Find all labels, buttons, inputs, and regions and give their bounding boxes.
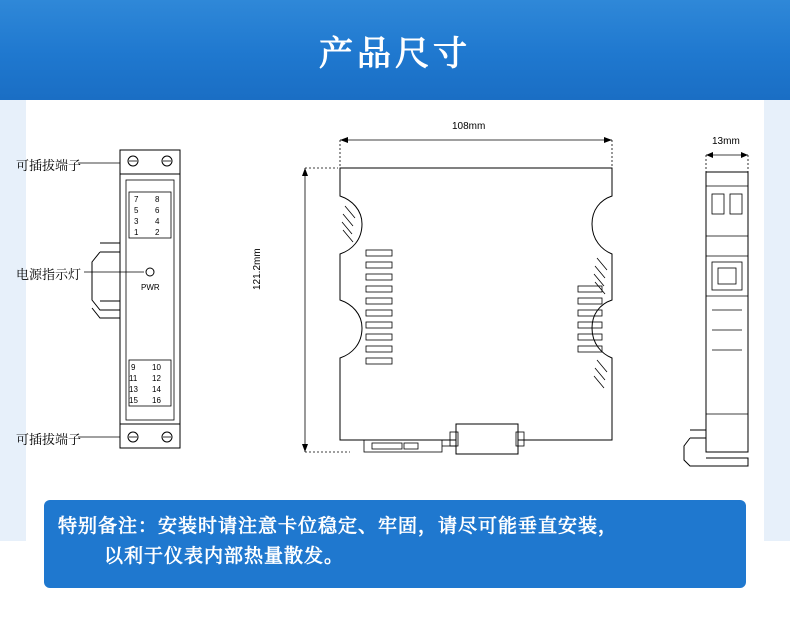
svg-text:14: 14 [152, 385, 161, 394]
right-device-view [684, 152, 748, 466]
svg-text:2: 2 [155, 228, 160, 237]
dimension-width-front: 108mm [452, 121, 486, 132]
svg-text:3: 3 [134, 217, 139, 226]
dimension-height-front: 121.2mm [252, 248, 263, 290]
dimension-depth-side: 13mm [712, 136, 740, 147]
svg-text:1: 1 [134, 228, 139, 237]
svg-text:5: 5 [134, 206, 139, 215]
label-bottom-terminal: 可插拔端子 [16, 432, 82, 447]
note-text [58, 512, 734, 572]
svg-text:6: 6 [155, 206, 160, 215]
left-device-view [78, 150, 180, 448]
svg-text:9: 9 [131, 363, 136, 372]
svg-text:13: 13 [129, 385, 138, 394]
svg-text:15: 15 [129, 396, 138, 405]
center-device-view [302, 137, 612, 454]
label-top-terminal: 可插拔端子 [16, 158, 82, 173]
svg-text:11: 11 [129, 374, 138, 383]
svg-text:PWR: PWR [141, 283, 160, 292]
note-line-1: 特别备注：安装时请注意卡位稳定、牢固，请尽可能垂直安装， [58, 516, 619, 537]
svg-text:7: 7 [134, 195, 139, 204]
svg-text:4: 4 [155, 217, 160, 226]
page-title: 产品尺寸 [319, 35, 471, 73]
note-box [44, 500, 746, 588]
label-power-indicator: 电源指示灯 [16, 267, 82, 282]
svg-text:12: 12 [152, 374, 161, 383]
svg-text:10: 10 [152, 363, 161, 372]
svg-text:8: 8 [155, 195, 160, 204]
svg-text:16: 16 [152, 396, 161, 405]
note-line-2: 以利于仪表内部热量散发。 [104, 546, 345, 567]
